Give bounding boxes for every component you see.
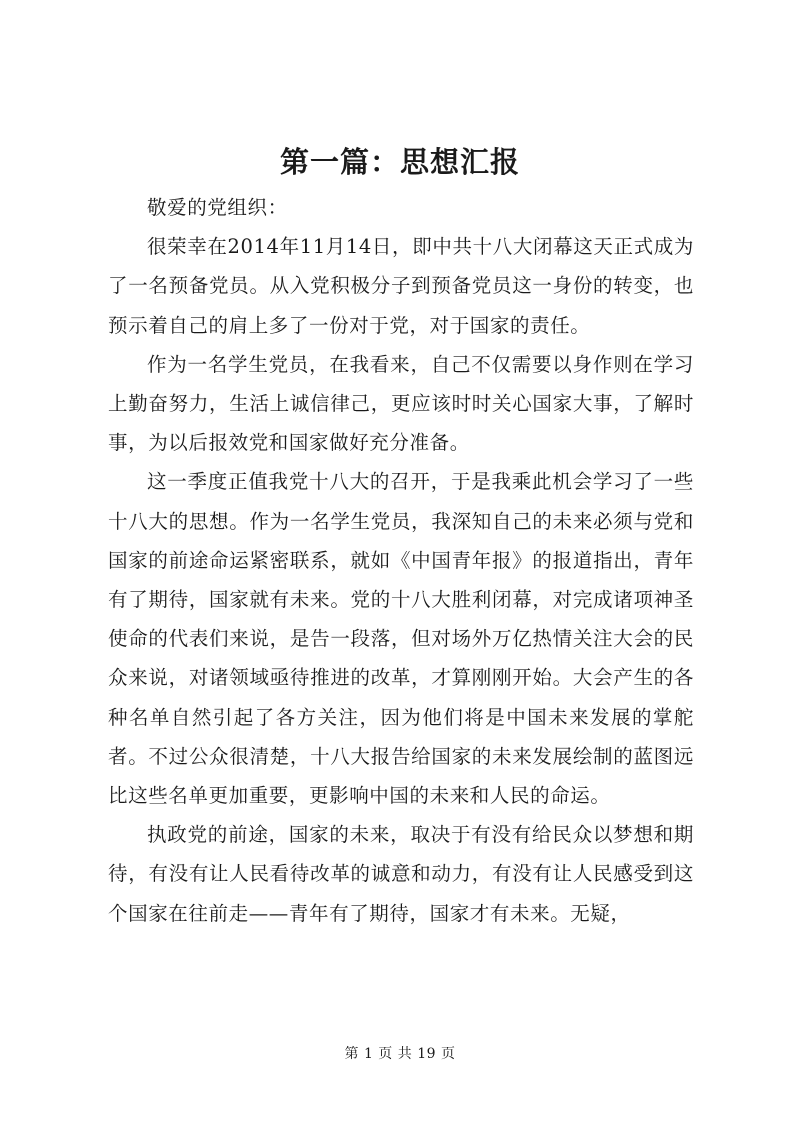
document-body [108, 188, 694, 933]
paragraph-3: 这一季度正值我党十八大的召开，于是我乘此机会学习了一些十八大的思想。作为一名学生党员，我深知自己的未来必须与党和国家的前途命运紧密联系，就如《中国青年报》的报道指出，青年有了期待，国家就有未来。党的十八大胜利闭幕，对完成诸项神圣使命的代表们来说，是告一段落，但对场外万亿热情关注大会的民众来说，对诸领域亟待推进的改革，才算刚刚开始。大会产生的各种名单自然引起了各方关注，因为他们将是中国未来发展的掌舵者。不过公众很清楚，十八大报告给国家的未来发展绘制的蓝图远比这些名单更加重要，更影响中国的未来和人民的命运。 [108, 470, 694, 808]
paragraph-1: 很荣幸在2014年11月14日，即中共十八大闭幕这天正式成为了一名预备党员。从入党积极分子到预备党员这一身份的转变，也预示着自己的肩上多了一份对于党，对于国家的责任。 [108, 235, 694, 337]
document-title: 第一篇：思想汇报 [279, 145, 520, 179]
paragraph-4: 执政党的前途，国家的未来，取决于有没有给民众以梦想和期待，有没有让人民看待改革的诚意和动力，有没有让人民感受到这个国家在往前走——青年有了期待，国家才有未来。无疑， [108, 823, 694, 925]
paragraph-2: 作为一名学生党员，在我看来，自己不仅需要以身作则在学习上勤奋努力，生活上诚信律己，更应该时时关心国家大事，了解时事，为以后报效党和国家做好充分准备。 [108, 352, 694, 455]
salutation: 敬爱的党组织： [147, 196, 288, 219]
page-footer: 第 1 页 共 19 页 [344, 1046, 456, 1062]
